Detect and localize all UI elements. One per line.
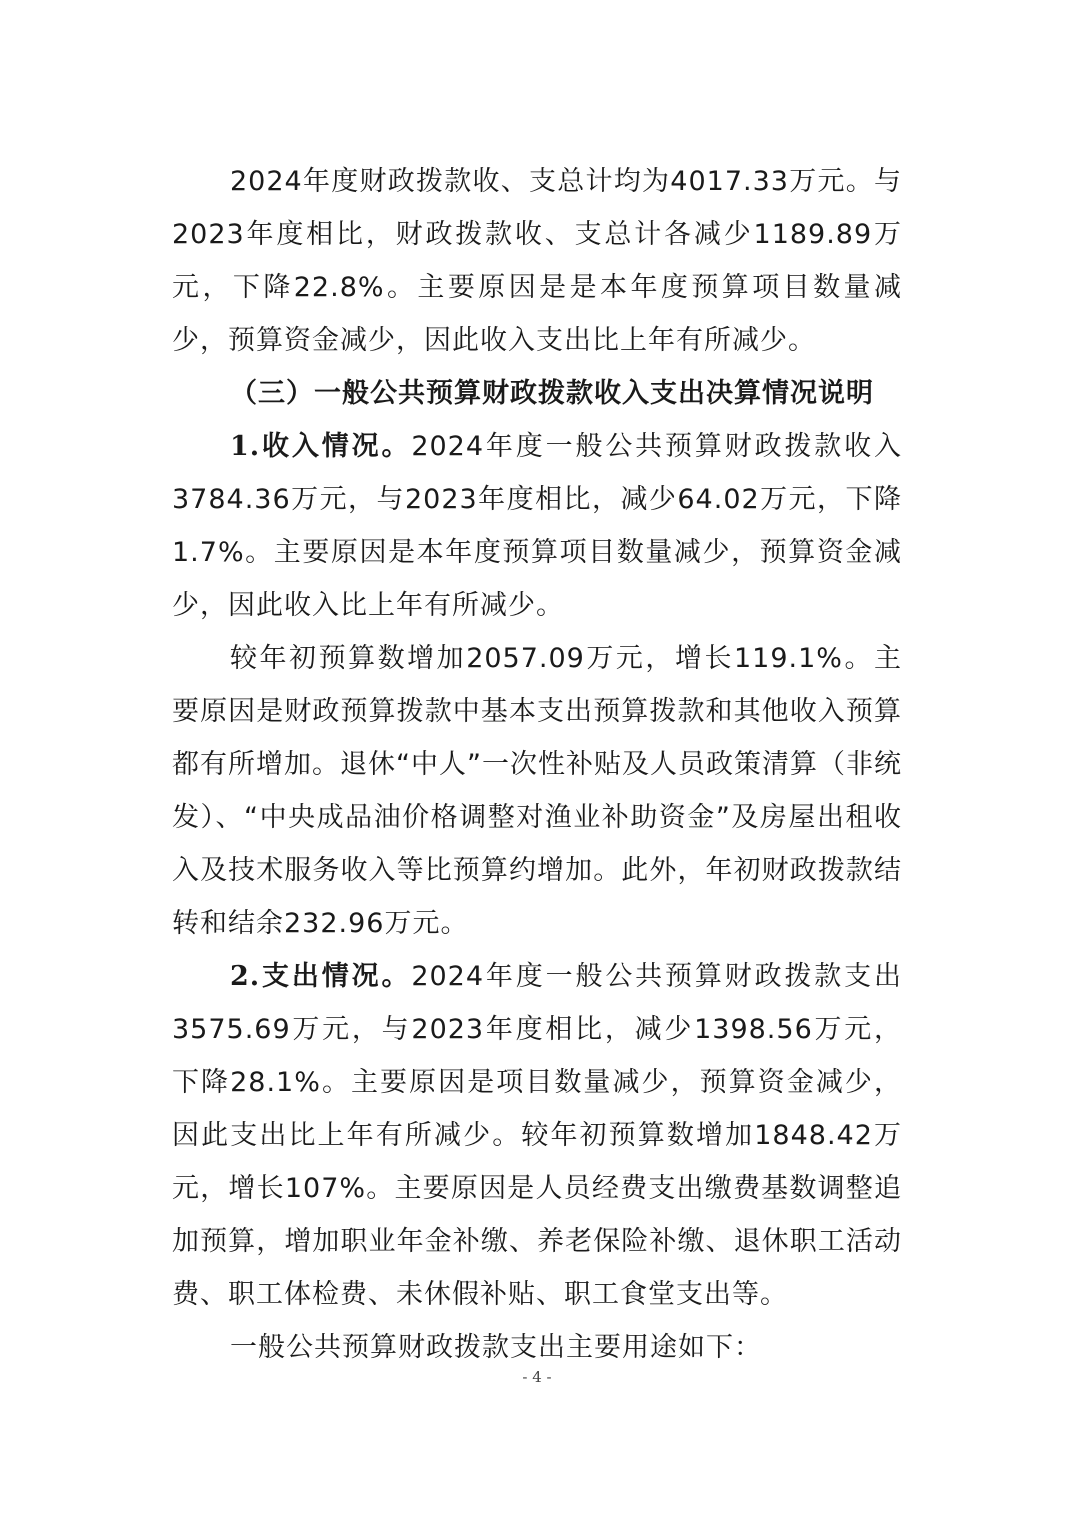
expense-lead: 2.支出情况。 [230, 961, 412, 992]
paragraph-income [172, 420, 902, 632]
document-body [172, 155, 902, 1374]
income-body: 2024年度一般公共预算财政拨款收入3784.36万元，与2023年度相比，减少64.02万元，下降1.7%。主要原因是本年度预算项目数量减少，预算资金减少，因此收入比上年有所减少。 [172, 431, 903, 621]
paragraph-usage-intro: 一般公共预算财政拨款支出主要用途如下： [230, 1332, 762, 1363]
paragraph-income-budget: 较年初预算数增加2057.09万元，增长119.1%。主要原因是财政预算拨款中基本支出预算拨款和其他收入预算都有所增加。退休“中人”一次性补贴及人员政策清算（非统发）、“中央成品油价格调整对渔业补助资金”及房屋出租收入及技术服务收入等比预算约增加。此外，年初财政拨款结转和结余232.96万元。 [172, 643, 902, 939]
paragraph-expense [172, 950, 902, 1321]
section-heading: （三）一般公共预算财政拨款收入支出决算情况说明 [230, 378, 874, 409]
paragraph-appropriation-totals: 2024年度财政拨款收、支总计均为4017.33万元。与2023年度相比，财政拨款收、支总计各减少1189.89万元，下降22.8%。主要原因是是本年度预算项目数量减少，预算资金减少，因此收入支出比上年有所减少。 [172, 166, 902, 356]
page-number: - 4 - [522, 1368, 552, 1386]
expense-body: 2024年度一般公共预算财政拨款支出3575.69万元，与2023年度相比，减少1398.56万元，下降28.1%。主要原因是项目数量减少，预算资金减少，因此支出比上年有所减少。较年初预算数增加1848.42万元，增长107%。主要原因是人员经费支出缴费基数调整追加预算，增加职业年金补缴、养老保险补缴、退休职工活动费、职工体检费、未休假补贴、职工食堂支出等。 [172, 961, 903, 1310]
income-lead: 1.收入情况。 [230, 431, 412, 462]
